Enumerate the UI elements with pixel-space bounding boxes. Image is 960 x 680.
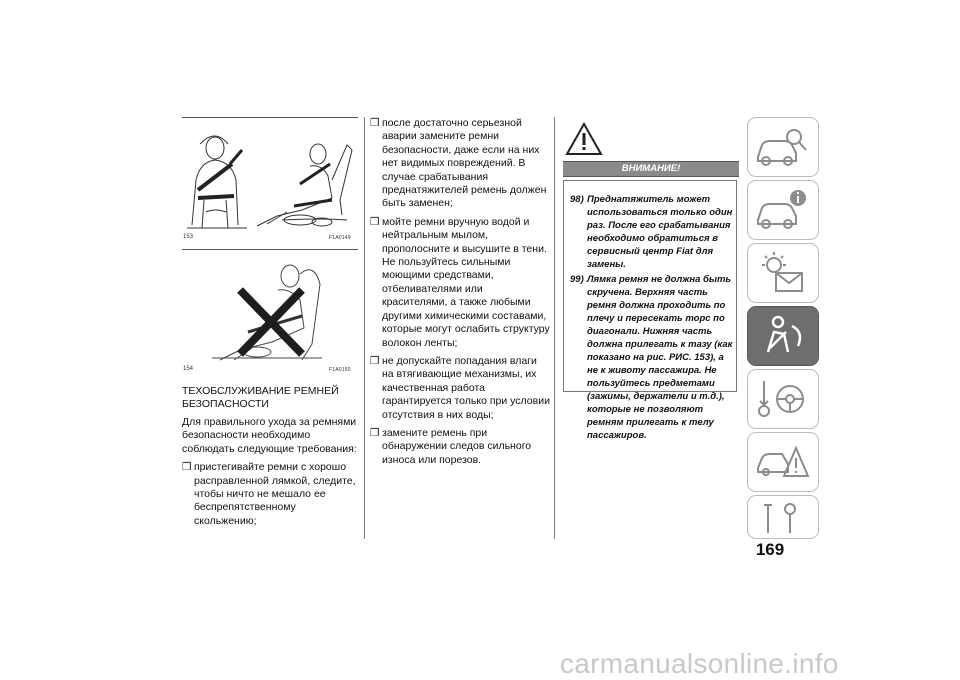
key-steering-wheel-icon [754,375,810,423]
section-heading-line1: ТЕХОБСЛУЖИВАНИЕ РЕМНЕЙ [182,385,339,397]
car-info-icon [754,186,810,234]
list-item [370,355,550,422]
watermark-text: carmanualsonline.info [560,648,839,679]
warning-item-number: 99) [570,274,584,285]
seatbelt-airbag-icon [754,312,810,360]
figure-code: F1A0150 [329,367,351,373]
bullet-checkbox-icon: ❒ [182,461,192,474]
tab-starting-driving[interactable] [747,369,819,429]
bullet-checkbox-icon: ❒ [370,215,380,228]
column-divider [364,117,365,539]
bullet-checkbox-icon: ❒ [370,426,380,439]
figure-number: 154 [183,366,194,372]
tab-car-info[interactable] [747,180,819,240]
figure-code: F1A0149 [329,235,351,241]
warning-box [563,180,737,441]
tab-emergency[interactable] [747,432,819,492]
list-item-text: мойте ремни вручную водой и нейтральным мылом, прополосните и высушите в тени. Не пользуйтесь сильными моющими средствами, отбеливателями или красителями, а также любыми другими химическими составами, которые могут ослабить структуру волокон ленты; [382,215,550,349]
warning-triangle-icon [565,122,603,156]
figure-153-top-rule [182,117,358,118]
warning-item-number: 98) [570,194,584,205]
page-number: 169 [755,540,785,559]
bullet-checkbox-icon: ❒ [370,354,380,367]
warning-item [570,273,734,442]
list-item-text: пристегивайте ремни с хорошо расправленной лямкой, следите, чтобы ничто не мешало ее беспрепятственному скольжению; [194,461,356,527]
column-divider [554,117,555,539]
tab-safety[interactable] [747,306,819,366]
middle-column-text [370,117,550,472]
section-heading [182,385,362,411]
intro-paragraph: Для правильного ухода за ремнями безопасности необходимо соблюдать следующие требования: [182,416,357,455]
bullet-checkbox-icon: ❒ [370,117,380,129]
list-item-text: не допускайте попадания влаги на втягивающие механизмы, их качественная работа гарантируется только при условии отсутствия в них воды; [382,354,550,421]
figure-154-wrong-belt-illustration [182,254,358,364]
warning-light-envelope-icon [754,249,810,297]
list-item [370,117,550,211]
tab-maintenance[interactable] [747,495,819,539]
figure-154-top-rule [182,249,358,250]
section-heading-line2: БЕЗОПАСНОСТИ [182,398,269,410]
warning-title-bar: ВНИМАНИЕ! [563,161,739,177]
warning-item-text: Лямка ремня не должна быть скручена. Верхняя часть ремня должна проходить по плечу и пересекать торс по диагонали. Нижняя часть должна прилегать к тазу (как показано на рис. РИС. 153), а не к животу пассажира. Не пользуйтесь предметами (зажимы, держатели и т.д.), которые не позволяют ремням прилегать к телу пассажиров. [587,274,733,441]
list-item [182,461,358,528]
list-item-text: замените ремень при обнаружении следов сильного износа или порезов. [382,426,532,466]
tab-warning-lights[interactable] [747,243,819,303]
wrench-screwdriver-icon [754,501,810,537]
list-item [370,216,550,350]
list-item [370,427,550,467]
list-item-text: после достаточно серьезной аварии замените ремни безопасности, даже если на них нет видимых повреждений. В случае срабатывания преднатяжителей ремень должен быть заменен; [382,117,547,210]
car-search-icon [754,123,810,171]
figure-153-seatbelt-illustration [182,120,358,230]
warning-item-text: Преднатяжитель может использоваться только один раз. После его срабатывания необходимо обратиться в сервисный центр Fiat для замены. [587,194,733,270]
tab-car-search[interactable] [747,117,819,177]
warning-item [570,193,734,271]
car-breakdown-icon [754,438,810,486]
left-column-text [182,416,358,533]
figure-number: 153 [183,234,194,240]
